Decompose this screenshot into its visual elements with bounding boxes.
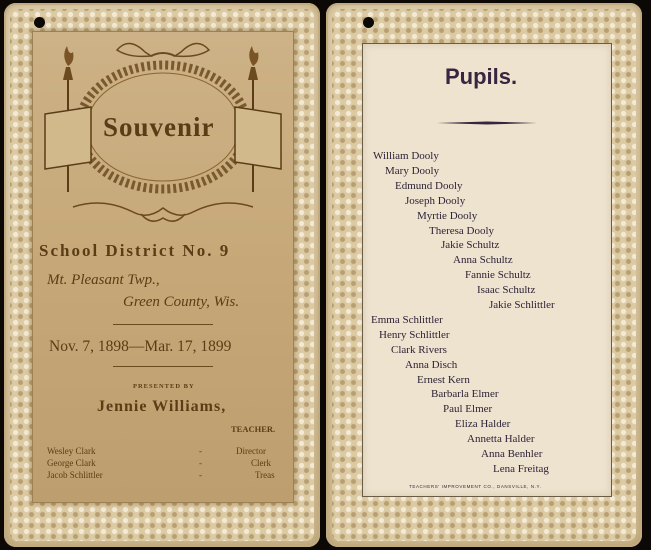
pupil-name: Paul Elmer: [443, 403, 493, 416]
pupil-name: Emma Schlittler: [371, 313, 443, 326]
pupil-name: Joseph Dooly: [405, 194, 466, 207]
pupil-name: Anna Schultz: [453, 254, 513, 267]
printer-imprint: TEACHERS' IMPROVEMENT CO., DANSVILLE, N.Y.: [409, 484, 542, 489]
punch-hole: [34, 17, 45, 28]
county: Green County, Wis.: [123, 294, 240, 310]
divider: [113, 324, 213, 325]
pupil-name: Annetta Halder: [467, 433, 535, 446]
souvenir-panel: [32, 31, 294, 503]
pupil-name: Mary Dooly: [385, 164, 440, 177]
pupil-name: Myrtie Dooly: [417, 209, 478, 222]
pupils-title: Pupils.: [445, 64, 518, 89]
officer-dash: -: [199, 446, 202, 456]
pupil-name: William Dooly: [373, 150, 439, 162]
title-flourish: [437, 120, 537, 126]
pupil-name: Eliza Halder: [455, 418, 511, 431]
pupil-name: Clark Rivers: [391, 343, 447, 356]
pupil-name: Jakie Schultz: [441, 239, 500, 252]
officer-name: Jacob Schlittler: [47, 470, 103, 480]
township: Mt. Pleasant Twp.,: [47, 272, 160, 288]
pupil-name: Theresa Dooly: [429, 224, 495, 237]
officer-role: Clerk: [251, 458, 271, 468]
pupil-name: Jakie Schlittler: [489, 299, 555, 311]
teacher-name: Jennie Williams,: [97, 398, 227, 415]
souvenir-card: [4, 3, 320, 547]
officer-name: Wesley Clark: [47, 446, 96, 456]
pupil-name: Fannie Schultz: [465, 269, 531, 282]
officer-dash: -: [199, 458, 202, 468]
souvenir-title: Souvenir: [103, 112, 215, 142]
officer-role: Treas: [255, 470, 275, 480]
pupil-name: Isaac Schultz: [477, 284, 536, 297]
presented-by: PRESENTED BY: [133, 383, 195, 390]
pupil-name: Ernest Kern: [417, 373, 470, 386]
pupil-name: Henry Schlittler: [379, 328, 450, 341]
pupil-name: Edmund Dooly: [395, 179, 463, 192]
officer-dash: -: [199, 470, 202, 480]
officer-role: Director: [236, 446, 266, 456]
school-term-dates: Nov. 7, 1898—Mar. 17, 1899: [49, 338, 232, 355]
school-district: School District No. 9: [39, 241, 231, 260]
teacher-role: TEACHER.: [231, 424, 276, 434]
pupils-card: [326, 3, 642, 547]
pupils-panel: [362, 43, 612, 497]
punch-hole: [363, 17, 374, 28]
pupil-name: Anna Disch: [405, 358, 458, 371]
pupil-name: Anna Benhler: [481, 448, 543, 460]
divider: [113, 366, 213, 367]
pupil-name: Barbarla Elmer: [431, 388, 499, 401]
pupil-name: Lena Freitag: [493, 462, 549, 475]
officer-name: George Clark: [47, 458, 96, 468]
